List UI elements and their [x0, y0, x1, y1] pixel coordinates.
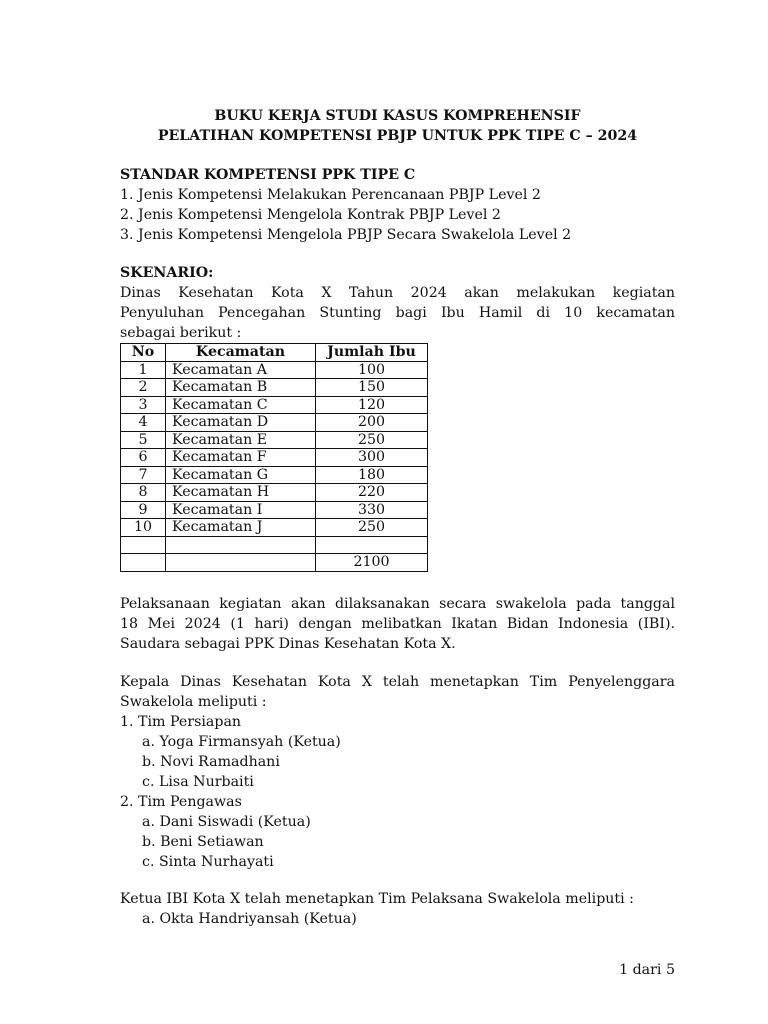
- cell-no: 9: [121, 501, 166, 519]
- tim-member: b. Beni Setiawan: [142, 834, 264, 850]
- cell-jumlah-ibu: 200: [316, 414, 428, 432]
- table-row: [121, 466, 428, 484]
- tim-penyelenggara-line: Kepala Dinas Kesehatan Kota X telah menetapkan Tim Penyelenggara: [120, 674, 675, 690]
- table-row: [121, 361, 428, 379]
- pelaksanaan-line: Pelaksanaan kegiatan akan dilaksanakan secara swakelola pada tanggal: [120, 596, 675, 612]
- table-row: [121, 379, 428, 397]
- header-jumlah-ibu: Jumlah Ibu: [316, 344, 428, 362]
- cell-no: 10: [121, 519, 166, 537]
- skenario-line: Dinas Kesehatan Kota X Tahun 2024 akan melakukan kegiatan: [120, 285, 675, 301]
- cell-jumlah-ibu: 2100: [316, 554, 428, 572]
- pelaksanaan-paragraph: [120, 594, 675, 654]
- header-no: No: [121, 344, 166, 362]
- cell-no: 4: [121, 414, 166, 432]
- cell-no: 6: [121, 449, 166, 467]
- cell-kecamatan: Kecamatan D: [166, 414, 316, 432]
- cell-kecamatan: [166, 536, 316, 554]
- cell-kecamatan: Kecamatan B: [166, 379, 316, 397]
- cell-no: 7: [121, 466, 166, 484]
- standar-item: 2. Jenis Kompetensi Mengelola Kontrak PBJP Level 2: [120, 207, 501, 223]
- standar-item: 1. Jenis Kompetensi Melakukan Perencanaan PBJP Level 2: [120, 187, 541, 203]
- page-number: 1 dari 5: [619, 962, 675, 978]
- skenario-line: Penyuluhan Pencegahan Stunting bagi Ibu Hamil di 10 kecamatan: [120, 305, 675, 321]
- tim-member: a. Okta Handriyansah (Ketua): [142, 911, 357, 927]
- cell-no: 3: [121, 396, 166, 414]
- cell-jumlah-ibu: 330: [316, 501, 428, 519]
- cell-jumlah-ibu: 150: [316, 379, 428, 397]
- cell-jumlah-ibu: 220: [316, 484, 428, 502]
- tim-member: c. Lisa Nurbaiti: [142, 774, 254, 790]
- cell-jumlah-ibu: 180: [316, 466, 428, 484]
- tim-member: c. Sinta Nurhayati: [142, 854, 274, 870]
- table-header-row: [121, 344, 428, 362]
- cell-jumlah-ibu: 120: [316, 396, 428, 414]
- cell-no: 1: [121, 361, 166, 379]
- standar-kompetensi-section: [120, 165, 571, 245]
- skenario-line: sebagai berikut :: [120, 325, 242, 341]
- title-line-2: PELATIHAN KOMPETENSI PBJP UNTUK PPK TIPE C – 2024: [157, 128, 638, 144]
- table-row: [121, 449, 428, 467]
- table-row: [121, 414, 428, 432]
- cell-no: 2: [121, 379, 166, 397]
- cell-jumlah-ibu: [316, 536, 428, 554]
- skenario-section: [120, 263, 675, 343]
- cell-kecamatan: Kecamatan A: [166, 361, 316, 379]
- skenario-heading: SKENARIO:: [120, 265, 214, 281]
- tim-group-label: 2. Tim Pengawas: [120, 794, 242, 810]
- cell-no: [121, 554, 166, 572]
- table-row: [121, 484, 428, 502]
- tim-member: b. Novi Ramadhani: [142, 754, 280, 770]
- tim-group-label: 1. Tim Persiapan: [120, 714, 242, 730]
- cell-kecamatan: Kecamatan F: [166, 449, 316, 467]
- table-row: [121, 554, 428, 572]
- cell-no: [121, 536, 166, 554]
- standar-heading: STANDAR KOMPETENSI PPK TIPE C: [120, 167, 416, 183]
- cell-kecamatan: Kecamatan J: [166, 519, 316, 537]
- tim-pelaksana-section: [120, 889, 675, 929]
- cell-kecamatan: Kecamatan C: [166, 396, 316, 414]
- cell-jumlah-ibu: 250: [316, 519, 428, 537]
- table-body: [121, 361, 428, 571]
- cell-no: 8: [121, 484, 166, 502]
- table-row: [121, 431, 428, 449]
- tim-penyelenggara-section: [120, 672, 675, 872]
- pelaksanaan-line: 18 Mei 2024 (1 hari) dengan melibatkan Ikatan Bidan Indonesia (IBI).: [120, 616, 675, 632]
- cell-jumlah-ibu: 300: [316, 449, 428, 467]
- tim-penyelenggara-line: Swakelola meliputi :: [120, 694, 267, 710]
- cell-kecamatan: Kecamatan H: [166, 484, 316, 502]
- cell-jumlah-ibu: 100: [316, 361, 428, 379]
- table-row: [121, 501, 428, 519]
- document-title: [120, 106, 675, 146]
- table-row: [121, 519, 428, 537]
- tim-pelaksana-line: Ketua IBI Kota X telah menetapkan Tim Pelaksana Swakelola meliputi :: [120, 891, 634, 907]
- pelaksanaan-line: Saudara sebagai PPK Dinas Kesehatan Kota X.: [120, 636, 456, 652]
- cell-jumlah-ibu: 250: [316, 431, 428, 449]
- table-row: [121, 536, 428, 554]
- cell-no: 5: [121, 431, 166, 449]
- cell-kecamatan: Kecamatan E: [166, 431, 316, 449]
- title-line-1: BUKU KERJA STUDI KASUS KOMPREHENSIF: [214, 108, 581, 124]
- cell-kecamatan: Kecamatan I: [166, 501, 316, 519]
- standar-item: 3. Jenis Kompetensi Mengelola PBJP Secara Swakelola Level 2: [120, 227, 572, 243]
- header-kecamatan: Kecamatan: [166, 344, 316, 362]
- cell-kecamatan: [166, 554, 316, 572]
- tim-member: a. Dani Siswadi (Ketua): [142, 814, 311, 830]
- table-row: [121, 396, 428, 414]
- tim-member: a. Yoga Firmansyah (Ketua): [142, 734, 341, 750]
- kecamatan-table: [120, 343, 428, 572]
- cell-kecamatan: Kecamatan G: [166, 466, 316, 484]
